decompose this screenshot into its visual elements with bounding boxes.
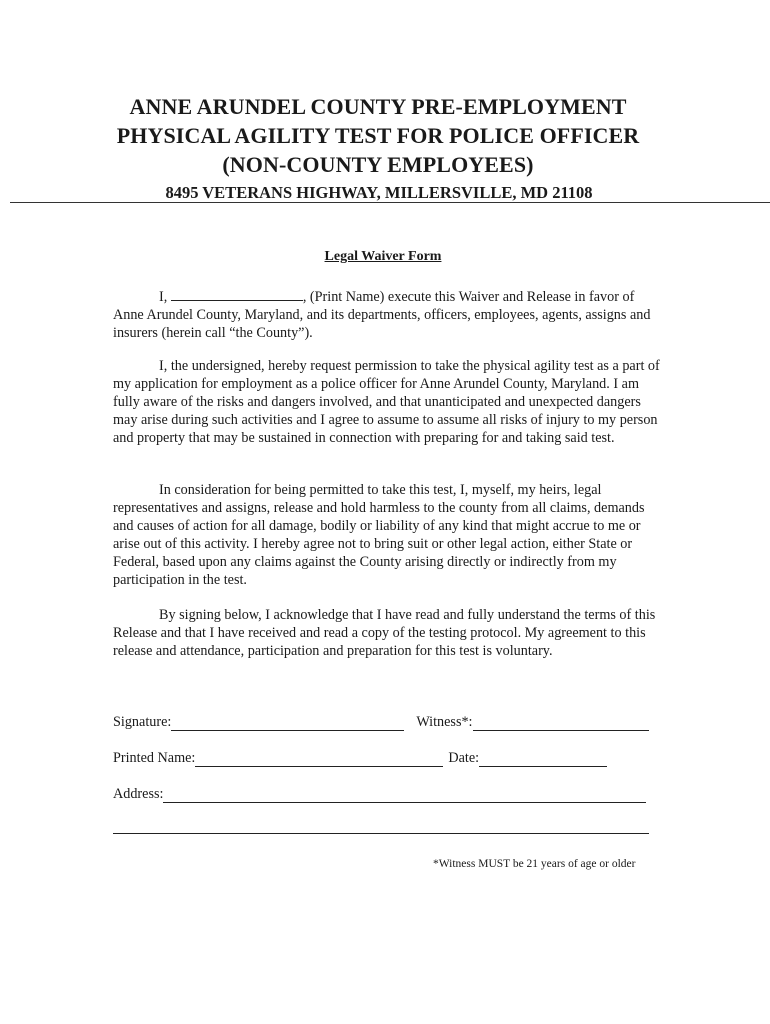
witness-field[interactable] — [473, 716, 649, 731]
form-title: Legal Waiver Form — [324, 249, 442, 264]
print-name-blank[interactable] — [171, 286, 303, 301]
printed-name-field[interactable] — [195, 752, 443, 767]
printed-name-row — [113, 749, 607, 767]
printed-name-label: Printed Name: — [113, 750, 196, 766]
paragraph-acknowledge: By signing below, I acknowledge that I have read and fully understand the terms of this Release and that I have received and read a copy of the testing protocol. My agreement to this release and attendance, participation and preparation for this test is voluntary. — [113, 607, 656, 659]
address-field-line-2[interactable] — [113, 833, 649, 834]
address-row — [113, 785, 646, 803]
signature-row — [113, 713, 649, 731]
title-line-3: (NON-COUNTY EMPLOYEES) — [222, 152, 534, 177]
date-label: Date: — [448, 750, 480, 766]
paragraph-release: In consideration for being permitted to take this test, I, myself, my heirs, legal representatives and assigns, release and hold harmless to the county from all claims, demands and causes of action for all damage, bodily or liability of any kind that might accrue to me or arise out of this activity. I hereby agree not to bring suit or other legal action, either State or Federal, based upon any claims against the County arising directly or indirectly from my participation in the test. — [113, 482, 645, 588]
paragraph-request: I, the undersigned, hereby request permission to take the physical agility test as a part of my application for employment as a police officer for Anne Arundel County, Maryland. I am fully aware of the risks and dangers involved, and that unanticipated and unexpected dangers may arise during such activities and I agree to assume to assume all risks of injury to my person and property that may be sustained in connection with preparing for and taking said test. — [113, 358, 660, 446]
header-divider — [10, 202, 770, 203]
date-field[interactable] — [479, 752, 607, 767]
address-label: Address: — [113, 786, 164, 802]
title-line-2: PHYSICAL AGILITY TEST FOR POLICE OFFICER — [116, 123, 640, 148]
header-address: 8495 VETERANS HIGHWAY, MILLERSVILLE, MD 21108 — [165, 183, 593, 202]
signature-field[interactable] — [171, 716, 404, 731]
signature-label: Signature: — [113, 714, 172, 730]
witness-footnote: *Witness MUST be 21 years of age or older — [433, 858, 636, 870]
paragraph-1-start: I, — [159, 289, 171, 305]
paragraph-1-rest: , (Print Name) execute this Waiver and Release in favor of Anne Arundel County, Maryland, and its departments, officers, employees, agents, assigns and insurers (herein call “the County”). — [113, 289, 651, 341]
address-field[interactable] — [163, 788, 646, 803]
document-header — [0, 92, 770, 204]
witness-label: Witness*: — [416, 714, 473, 730]
paragraph-print-name — [113, 286, 661, 342]
title-line-1: ANNE ARUNDEL COUNTY PRE-EMPLOYMENT — [129, 94, 627, 119]
